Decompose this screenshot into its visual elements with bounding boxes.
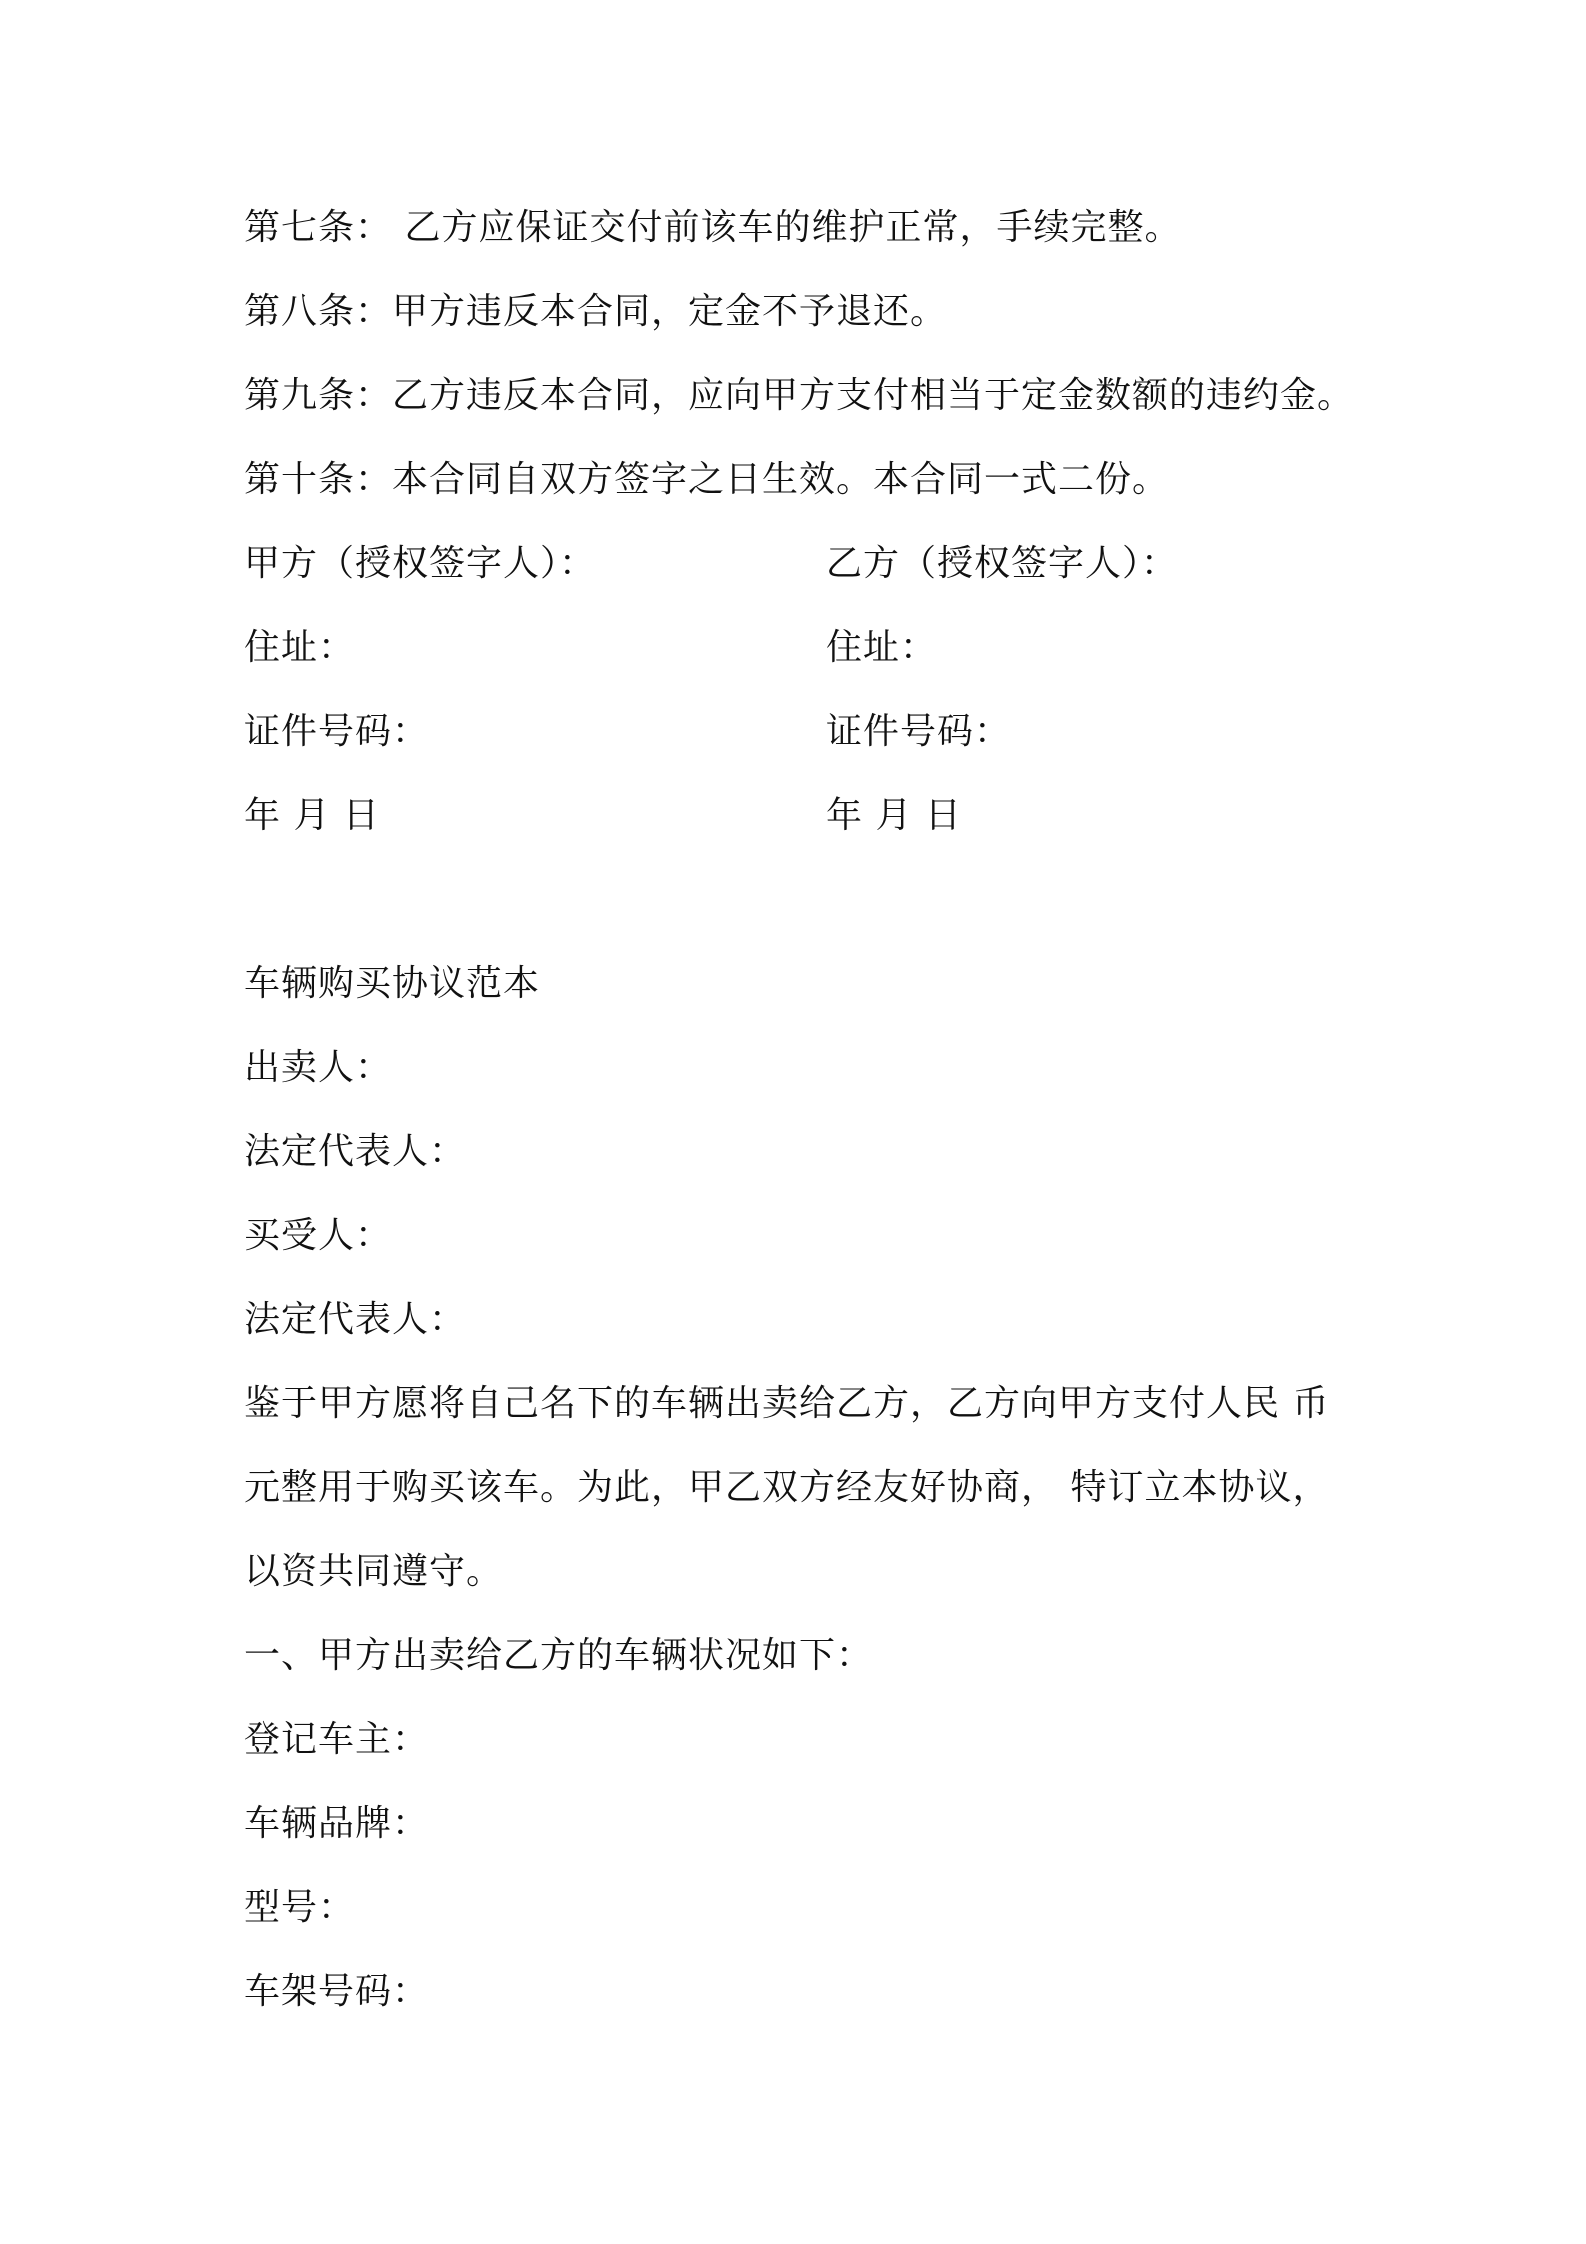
field-vin: 车架号码： xyxy=(244,1971,430,2012)
field-registered-owner: 登记车主： xyxy=(244,1719,430,1760)
article-9: 第九条：乙方违反本合同，应向甲方支付相当于定金数额的违约金。 xyxy=(244,375,1355,416)
preamble-line-1: 鉴于甲方愿将自己名下的车辆出卖给乙方，乙方向甲方支付人民 币 xyxy=(244,1383,1330,1424)
party-b-signer: 乙方（授权签字人）： xyxy=(826,543,1179,584)
party-b-address: 住址： xyxy=(826,627,938,668)
article-10: 第十条：本合同自双方签字之日生效。本合同一式二份。 xyxy=(244,459,1170,500)
article-8: 第八条：甲方违反本合同，定金不予退还。 xyxy=(244,291,948,332)
field-vehicle-brand: 车辆品牌： xyxy=(244,1803,430,1844)
seller-label: 出卖人： xyxy=(244,1047,393,1088)
buyer-representative-label: 法定代表人： xyxy=(244,1299,467,1340)
article-7: 第七条： 乙方应保证交付前该车的维护正常，手续完整。 xyxy=(244,207,1182,248)
agreement-title: 车辆购买协议范本 xyxy=(244,963,541,1004)
party-a-signer: 甲方（授权签字人）： xyxy=(244,543,597,584)
preamble-line-3: 以资共同遵守。 xyxy=(244,1551,504,1592)
section-one-heading: 一、甲方出卖给乙方的车辆状况如下： xyxy=(244,1635,874,1676)
seller-representative-label: 法定代表人： xyxy=(244,1131,467,1172)
party-a-id-number: 证件号码： xyxy=(244,711,430,752)
preamble-line-2: 元整用于购买该车。为此，甲乙双方经友好协商， 特订立本协议， xyxy=(244,1467,1330,1508)
party-b-date: 年 月 日 xyxy=(826,795,962,836)
party-b-id-number: 证件号码： xyxy=(826,711,1012,752)
buyer-label: 买受人： xyxy=(244,1215,393,1256)
field-model: 型号： xyxy=(244,1887,356,1928)
party-a-address: 住址： xyxy=(244,627,356,668)
party-a-date: 年 月 日 xyxy=(244,795,380,836)
